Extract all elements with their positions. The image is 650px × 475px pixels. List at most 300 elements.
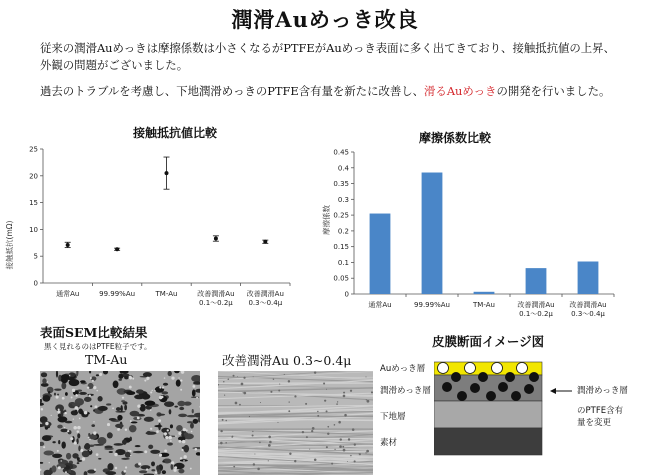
data-point: [214, 237, 218, 241]
ptfe-particle-black: [511, 391, 521, 401]
ptfe-particle: [170, 424, 173, 428]
surface-speck: [137, 404, 140, 407]
ptfe-particle-black: [457, 391, 467, 401]
surface-speck: [117, 428, 120, 431]
ptfe-particle: [69, 379, 80, 386]
ptfe-particle: [151, 469, 155, 471]
x-tick-label-line: 改善潤滑Au: [569, 301, 607, 309]
ptfe-particle: [192, 409, 194, 413]
ptfe-particle: [317, 411, 318, 412]
surface-speck: [171, 377, 174, 380]
ptfe-particle: [82, 451, 90, 458]
improvement-text: 過去のトラブルを考慮し、下地潤滑めっきのPTFE含有量を新たに改善し、: [40, 84, 425, 98]
film-heading: 皮膜断面イメージ図: [432, 334, 545, 349]
ptfe-particle: [143, 372, 152, 377]
surface-speck: [162, 387, 164, 389]
ptfe-particle: [133, 451, 144, 453]
surface-speck: [96, 453, 99, 456]
ptfe-particle: [157, 414, 165, 416]
surface-speck: [58, 409, 60, 411]
x-tick-label-line: 改善潤滑Au: [246, 290, 284, 298]
y-tick-label: 5: [33, 252, 38, 261]
ptfe-particle: [344, 414, 347, 417]
ptfe-particle: [334, 424, 336, 426]
sem-heading: 表面SEM比較結果: [40, 325, 148, 340]
ptfe-particle: [106, 403, 111, 405]
ptfe-particle: [334, 449, 335, 450]
annotation-title: 潤滑めっき層: [577, 386, 628, 396]
y-tick-label: 10: [29, 225, 38, 234]
bar: [578, 261, 599, 294]
surface-speck: [155, 471, 157, 473]
surface-speck: [129, 386, 132, 389]
ptfe-particle: [104, 448, 114, 450]
ptfe-particle-white: [492, 363, 503, 374]
y-tick-label: 25: [29, 145, 38, 154]
ptfe-particle: [146, 432, 157, 435]
ptfe-particle: [98, 458, 101, 460]
ptfe-particle: [365, 452, 366, 453]
y-tick-label: 0: [344, 290, 349, 299]
surface-speck: [159, 454, 162, 457]
ptfe-particle: [96, 374, 99, 376]
surface-speck: [58, 466, 61, 469]
ptfe-particle: [288, 380, 290, 382]
x-tick-label-line: 0.1〜0.2μ: [519, 310, 553, 318]
surface-speck: [180, 457, 182, 459]
highlight-text: 滑るAuめっき: [424, 84, 497, 98]
y-tick-label: 0.2: [337, 227, 349, 236]
ptfe-particle: [254, 454, 255, 455]
y-tick-label: 0.45: [333, 148, 349, 157]
surface-speck: [72, 389, 75, 392]
ptfe-particle: [118, 379, 122, 381]
data-point: [263, 240, 267, 244]
surface-speck: [191, 431, 193, 433]
surface-speck: [152, 390, 153, 391]
ptfe-particle: [371, 391, 373, 393]
surface-speck: [180, 379, 182, 381]
surface-speck: [75, 394, 78, 397]
ptfe-particle-white: [517, 363, 528, 374]
surface-speck: [99, 373, 102, 376]
surface-speck: [123, 470, 126, 473]
surface-speck: [47, 381, 48, 382]
surface-speck: [173, 469, 176, 472]
ptfe-particle: [44, 450, 54, 455]
ptfe-particle: [184, 432, 188, 436]
surface-speck: [183, 455, 186, 458]
x-tick-label: [569, 300, 606, 318]
surface-speck: [71, 397, 73, 399]
ptfe-particle: [118, 374, 123, 379]
ptfe-particle: [366, 376, 367, 377]
ptfe-particle: [309, 449, 310, 450]
x-tick-label: [517, 300, 554, 318]
ptfe-particle: [61, 374, 69, 380]
surface-speck: [183, 428, 186, 431]
ptfe-particle: [131, 421, 138, 423]
surface-speck: [150, 409, 152, 411]
ptfe-particle: [326, 410, 328, 412]
y-axis-label: 摩擦係数: [322, 205, 331, 235]
surface-speck: [190, 468, 192, 470]
ptfe-particle: [352, 428, 355, 431]
surface-speck: [80, 449, 83, 452]
ptfe-particle: [339, 445, 342, 448]
surface-speck: [92, 380, 94, 382]
y-tick-label: 15: [29, 199, 38, 208]
layer-label-lubricant: 潤滑めっき層: [380, 386, 431, 396]
surface-speck: [73, 418, 74, 419]
surface-speck: [73, 426, 77, 430]
surface-speck: [115, 467, 118, 470]
ptfe-particle: [343, 392, 345, 394]
surface-speck: [77, 409, 79, 411]
ptfe-particle: [174, 406, 178, 408]
ptfe-particle: [224, 395, 225, 396]
ptfe-particle: [220, 430, 222, 432]
ptfe-particle: [233, 466, 235, 468]
improvement-paragraph: [40, 83, 620, 100]
ptfe-particle: [343, 449, 346, 452]
film-cross-section: [434, 358, 544, 463]
ptfe-particle: [150, 450, 160, 454]
ptfe-particle: [324, 400, 326, 402]
ptfe-particle: [220, 442, 223, 445]
ptfe-particle: [91, 424, 95, 427]
ptfe-particle: [314, 458, 317, 461]
surface-speck: [49, 462, 50, 463]
ptfe-particle: [65, 392, 68, 396]
y-tick-label: 0.1: [337, 258, 349, 267]
surface-speck: [144, 379, 146, 381]
bar: [370, 214, 391, 294]
ptfe-particle-black: [486, 391, 496, 401]
ptfe-particle-black: [529, 372, 539, 382]
ptfe-particle: [145, 401, 156, 406]
surface-speck: [164, 434, 166, 436]
y-tick-label: 0.25: [333, 211, 349, 220]
ptfe-particle: [84, 397, 92, 402]
base-layer: [434, 401, 542, 428]
surface-speck: [112, 407, 114, 409]
surface-speck: [107, 423, 110, 426]
ptfe-particle: [98, 406, 108, 411]
ptfe-particle: [326, 389, 327, 390]
surface-speck: [167, 429, 169, 431]
improvement-text-end: の開発を行いました。: [496, 84, 611, 98]
surface-speck: [64, 427, 66, 429]
ptfe-particle: [331, 463, 333, 465]
surface-speck: [171, 461, 174, 464]
surface-speck: [146, 468, 148, 470]
y-tick-label: 0.05: [333, 274, 349, 283]
ptfe-particle-black: [498, 382, 508, 392]
ptfe-particle: [52, 441, 55, 443]
ptfe-particle: [124, 405, 127, 411]
surface-speck: [45, 422, 48, 425]
surface-speck: [61, 460, 62, 461]
surface-speck: [62, 397, 65, 400]
ptfe-particle: [269, 441, 272, 444]
ptfe-particle: [305, 403, 307, 405]
ptfe-particle: [113, 381, 119, 388]
surface-speck: [158, 419, 161, 422]
ptfe-particle: [288, 410, 290, 412]
ptfe-particle: [84, 443, 90, 450]
bar: [474, 292, 495, 294]
ptfe-particle: [260, 402, 261, 403]
ptfe-particle: [302, 431, 304, 433]
ptfe-particle: [253, 463, 255, 465]
ptfe-particle: [163, 383, 168, 386]
surface-speck: [94, 405, 97, 408]
surface-speck: [122, 397, 124, 399]
ptfe-particle: [139, 470, 147, 473]
surface-speck: [156, 430, 159, 433]
ptfe-particle: [105, 471, 116, 475]
surface-speck: [77, 426, 81, 430]
surface-speck: [70, 437, 73, 440]
surface-speck: [84, 411, 88, 415]
ptfe-particle: [348, 438, 350, 440]
ptfe-particle: [124, 376, 129, 380]
ptfe-particle: [121, 400, 125, 402]
intro-paragraph: 従来の潤滑Auめっきは摩擦係数は小さくなるがPTFEがAuめっき表面に多く出てきており、接触抵抗値の上昇、外観の問題がございました。: [40, 41, 615, 72]
surface-speck: [79, 418, 81, 420]
ptfe-particle: [57, 394, 59, 396]
surface-speck: [183, 460, 184, 461]
surface-speck: [82, 457, 86, 461]
surface-speck: [161, 396, 164, 399]
ptfe-particle: [169, 409, 172, 414]
ptfe-particle: [235, 402, 238, 405]
sem-image-improved: [218, 371, 373, 475]
ptfe-particle: [98, 396, 103, 401]
sem-label-tm-au: TM-Au: [85, 352, 128, 367]
ptfe-particle: [93, 409, 95, 411]
surface-speck: [137, 417, 140, 420]
surface-speck: [57, 450, 59, 452]
sem-note: 黒く見れるのはPTFE粒子です。: [44, 342, 152, 351]
ptfe-particle: [42, 378, 46, 384]
ptfe-particle: [140, 404, 146, 412]
surface-speck: [125, 466, 127, 468]
surface-speck: [89, 450, 90, 451]
ptfe-particle: [279, 384, 280, 385]
surface-speck: [178, 377, 179, 378]
surface-speck: [94, 469, 96, 471]
ptfe-particle: [239, 404, 241, 406]
surface-speck: [178, 432, 181, 435]
ptfe-particle: [243, 392, 246, 395]
surface-speck: [128, 450, 130, 452]
ptfe-particle: [162, 470, 166, 474]
ptfe-particle: [65, 421, 72, 424]
surface-speck: [182, 440, 186, 444]
surface-speck: [93, 386, 96, 389]
ptfe-particle: [270, 391, 272, 393]
ptfe-particle: [115, 411, 125, 413]
layer-label-material: 素材: [380, 438, 398, 448]
surface-speck: [150, 428, 152, 430]
surface-speck: [43, 446, 45, 448]
ptfe-particle: [77, 433, 80, 438]
ptfe-particle-black: [451, 372, 461, 382]
ptfe-particle: [90, 405, 92, 407]
y-tick-label: 20: [29, 172, 38, 181]
x-tick-label: [247, 289, 284, 307]
y-tick-label: 0: [33, 279, 38, 288]
ptfe-particle: [340, 438, 342, 440]
x-tick-label-line: 0.1〜0.2μ: [199, 299, 233, 307]
ptfe-particle: [358, 453, 359, 454]
ptfe-particle: [61, 410, 64, 417]
surface-speck: [69, 375, 70, 376]
ptfe-particle: [66, 453, 71, 460]
surface-speck: [164, 377, 165, 378]
ptfe-particle: [116, 407, 121, 411]
ptfe-particle-white: [438, 363, 449, 374]
ptfe-particle: [54, 388, 61, 390]
ptfe-particle: [225, 420, 227, 422]
x-tick-label: 通常Au: [368, 301, 392, 309]
ptfe-particle: [327, 433, 329, 435]
x-tick-label-line: 改善潤滑Au: [517, 301, 555, 309]
ptfe-particle: [336, 403, 338, 405]
ptfe-particle: [350, 455, 351, 456]
ptfe-particle: [190, 423, 194, 429]
ptfe-particle: [231, 436, 233, 438]
contact-resistance-chart-title: 接触抵抗値比較: [132, 126, 217, 140]
x-tick-label-line: 0.3〜0.4μ: [571, 310, 605, 318]
ptfe-particle: [289, 453, 291, 455]
surface-speck: [159, 386, 161, 388]
ptfe-particle: [178, 469, 184, 473]
data-point: [66, 243, 70, 247]
surface-speck: [77, 430, 79, 432]
surface-speck: [129, 450, 131, 452]
ptfe-particle: [327, 426, 329, 428]
ptfe-particle: [222, 419, 224, 421]
ptfe-particle: [178, 414, 187, 417]
ptfe-particle-black: [470, 383, 480, 393]
ptfe-particle: [171, 464, 174, 470]
y-tick-label: 0.4: [337, 164, 349, 173]
surface-speck: [56, 396, 59, 399]
surface-speck: [168, 436, 171, 439]
ptfe-particle: [42, 395, 50, 402]
ptfe-particle: [88, 433, 90, 436]
ptfe-particle: [268, 444, 271, 447]
ptfe-particle: [109, 418, 117, 421]
material-layer: [434, 428, 542, 455]
friction-coefficient-chart: [318, 145, 633, 335]
surface-speck: [93, 431, 96, 434]
ptfe-particle: [366, 399, 367, 400]
surface-speck: [132, 378, 134, 380]
surface-speck: [129, 376, 132, 379]
contact-resistance-chart: [0, 140, 305, 335]
ptfe-particle: [141, 465, 151, 469]
ptfe-particle: [233, 375, 235, 377]
ptfe-particle: [121, 458, 130, 460]
ptfe-particle: [125, 452, 131, 458]
ptfe-particle: [61, 382, 66, 389]
ptfe-particle: [77, 462, 80, 464]
ptfe-particle: [367, 400, 370, 403]
surface-speck: [181, 449, 183, 451]
surface-speck: [87, 386, 89, 388]
ptfe-particle-black: [442, 382, 452, 392]
ptfe-particle: [342, 446, 344, 448]
surface-speck: [174, 466, 177, 469]
x-tick-label: 99.99%Au: [414, 301, 450, 309]
ptfe-particle: [136, 389, 144, 393]
ptfe-particle-black: [505, 372, 515, 382]
surface-speck: [90, 377, 92, 379]
ptfe-particle: [41, 372, 47, 377]
surface-speck: [150, 391, 152, 393]
ptfe-particle: [117, 415, 122, 421]
surface-speck: [57, 410, 60, 413]
surface-speck: [144, 450, 147, 453]
x-tick-label: 99.99%Au: [99, 290, 136, 298]
ptfe-particle: [97, 437, 106, 445]
ptfe-particle: [168, 371, 172, 376]
surface-speck: [89, 395, 91, 397]
ptfe-particle: [148, 445, 153, 449]
ptfe-particle: [338, 421, 341, 424]
surface-speck: [114, 453, 117, 456]
surface-speck: [165, 436, 168, 439]
ptfe-particle: [151, 461, 155, 466]
ptfe-particle: [273, 378, 274, 379]
ptfe-particle: [243, 377, 245, 379]
surface-speck: [89, 439, 91, 441]
surface-speck: [88, 437, 90, 439]
surface-speck: [175, 436, 176, 437]
ptfe-particle: [252, 434, 254, 436]
ptfe-particle: [177, 401, 185, 407]
surface-speck: [130, 420, 132, 422]
ptfe-particle: [294, 460, 296, 462]
y-tick-label: 0.3: [337, 195, 349, 204]
surface-speck: [170, 440, 172, 442]
ptfe-particle: [347, 461, 348, 462]
friction-chart-title: 摩擦係数比較: [418, 131, 491, 145]
ptfe-particle: [79, 392, 87, 395]
bar: [526, 268, 547, 294]
ptfe-particle: [278, 390, 280, 392]
surface-speck: [192, 385, 195, 388]
x-tick-label-line: 改善潤滑Au: [197, 290, 235, 298]
ptfe-particle: [42, 435, 51, 441]
ptfe-particle: [80, 380, 86, 383]
ptfe-particle: [161, 391, 168, 394]
ptfe-particle: [156, 465, 160, 470]
ptfe-particle: [58, 440, 60, 444]
sem-label-improved: 改善潤滑Au 0.3~0.4μ: [222, 353, 352, 368]
layer-label-base: 下地層: [380, 412, 406, 422]
ptfe-particle: [314, 371, 316, 373]
ptfe-particle: [72, 403, 81, 407]
ptfe-particle: [120, 405, 122, 412]
surface-speck: [65, 471, 67, 473]
ptfe-particle-black: [524, 384, 534, 394]
ptfe-particle: [130, 411, 140, 417]
